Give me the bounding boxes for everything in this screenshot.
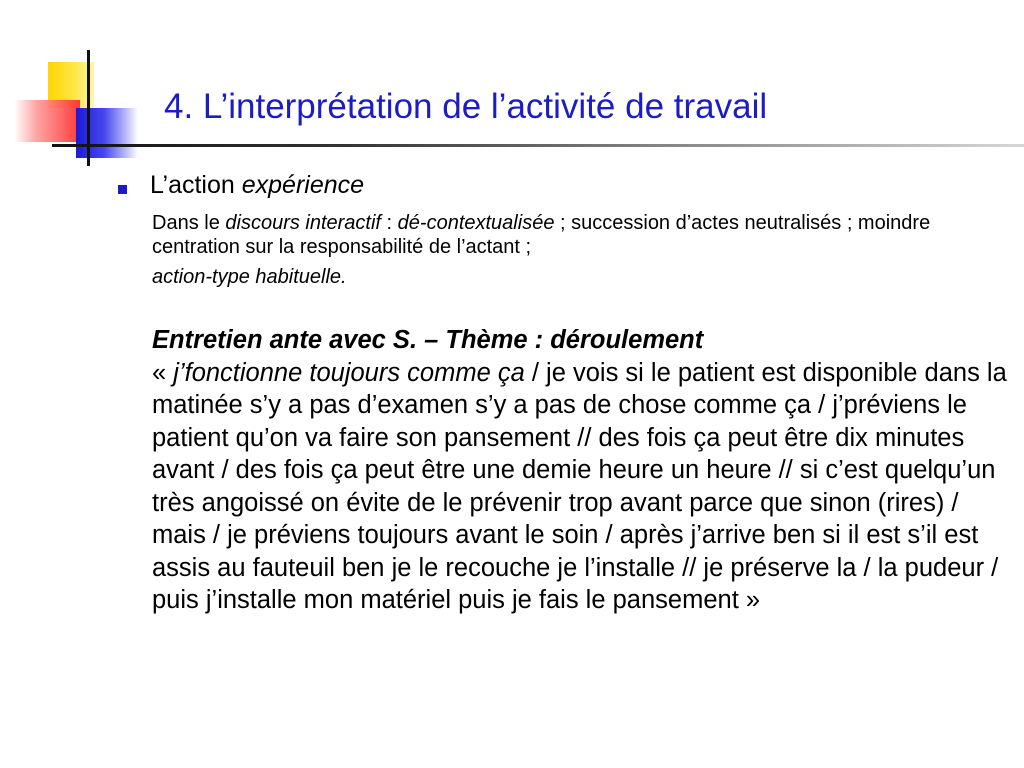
bullet-square-icon xyxy=(118,185,127,194)
description-middle: ; succession d’actes neutralisés ; moindre centration sur la responsabilité de l’actant ; xyxy=(152,212,931,258)
description-last: action-type habituelle. xyxy=(152,266,347,288)
decor-red-square xyxy=(14,100,80,142)
decor-blue-square xyxy=(76,108,138,158)
bullet-text: L’action xyxy=(150,171,242,199)
interview-heading: Entretien ante avec S. – Thème : déroulement xyxy=(152,326,704,354)
description-prefix: Dans le xyxy=(152,212,226,234)
description-term-2: dé-contextualisée xyxy=(397,212,555,234)
description-separator: : xyxy=(381,212,398,234)
decor-vertical-line xyxy=(87,50,90,166)
description-paragraph xyxy=(152,211,1012,289)
slide-title: 4. L’interprétation de l’activité de travail xyxy=(164,87,768,126)
description-term-1: discours interactif xyxy=(225,212,381,234)
quote-text: / je vois si le patient est disponible dans la matinée s’y a pas d’examen s’y a pas de chose comme ça / j’préviens le patient qu’on va faire son pansement // des fois ça peut être dix minutes avant / des fois ça peut être une demie heure un heure // si c’est quelqu’un très angoissé on évite de le prévenir trop avant parce que sinon (rires) / mais / je préviens toujours avant le soin / après j’arrive ben si il est s’il est assis au fauteuil ben je le recouche je l’installe // je préserve la / la pudeur / puis j’installe mon matériel puis je fais le pansement » xyxy=(152,358,1007,614)
bullet-point xyxy=(150,171,364,200)
title-underline xyxy=(52,144,1024,147)
quote-open: « xyxy=(152,358,174,387)
quote-italic-start: j’fonctionne toujours comme ça xyxy=(173,358,525,387)
interview-quote xyxy=(152,324,1012,617)
bullet-emphasis: expérience xyxy=(241,171,365,199)
